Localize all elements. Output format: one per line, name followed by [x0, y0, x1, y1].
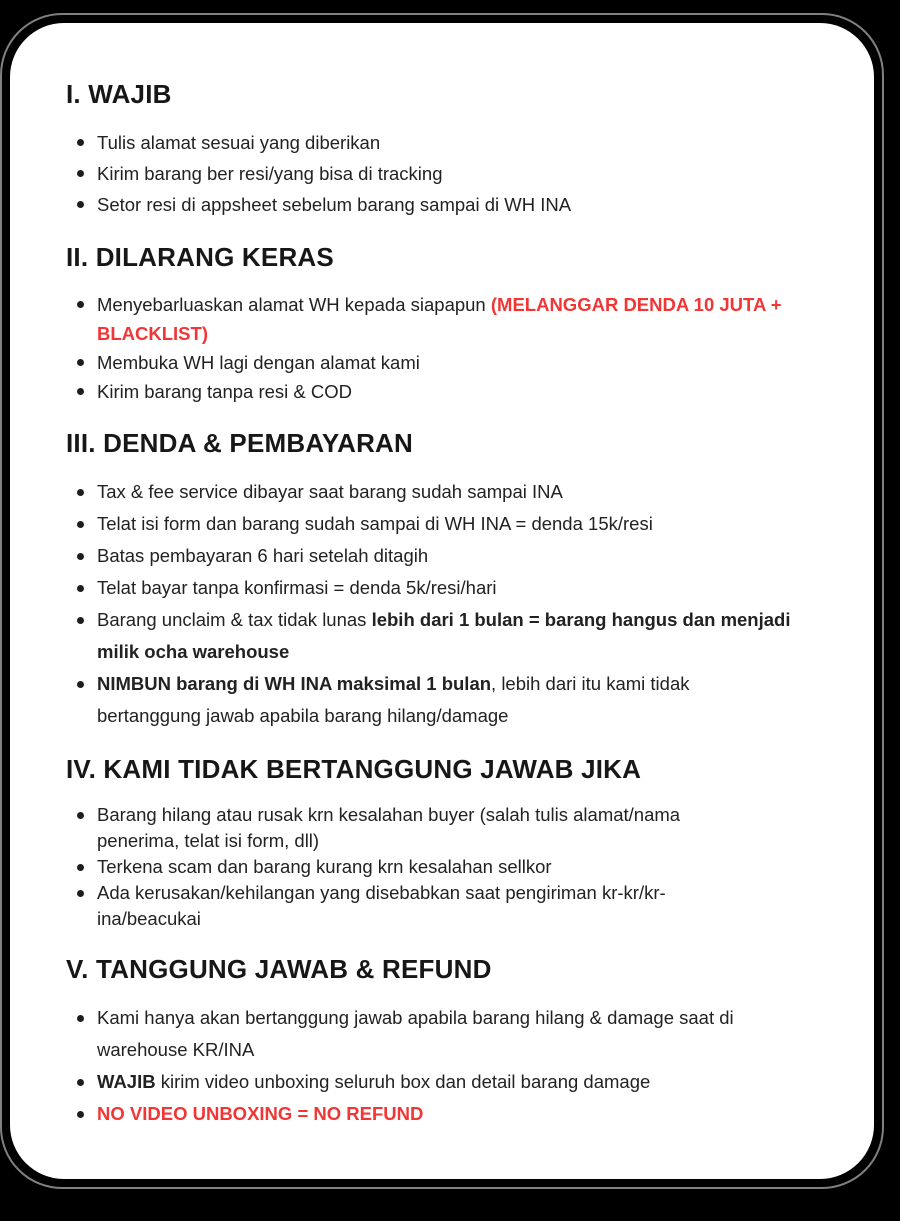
bullet-text: Membuka WH lagi dengan alamat kami [97, 352, 420, 373]
item-line [97, 540, 838, 572]
item-line [97, 319, 838, 348]
item-line [97, 700, 838, 732]
section-tanggung-jawab-refund [66, 952, 838, 1130]
bullet-text: penerima, telat isi form, dll) [97, 830, 320, 851]
item-line [97, 377, 838, 406]
bullet-dot [77, 617, 84, 624]
bullet-list-tidak-bertanggung-jawab [66, 802, 838, 932]
rules-card [10, 23, 874, 1179]
bullet-text: Telat isi form dan barang sudah sampai di WH INA = denda 15k/resi [97, 513, 653, 534]
bullet-text: Tax & fee service dibayar saat barang sudah sampai INA [97, 481, 563, 502]
bullet-list-tanggung-jawab-refund [66, 1002, 838, 1130]
item-line [97, 476, 838, 508]
bullet-dot [77, 1015, 84, 1022]
bullet-dot [77, 812, 84, 819]
section-denda-pembayaran [66, 426, 838, 732]
bullet-text: warehouse KR/INA [97, 1039, 255, 1060]
item-line [97, 127, 838, 158]
bullet-dot [77, 864, 84, 871]
item-line [97, 572, 838, 604]
bullet-text-bold: NIMBUN barang di WH INA maksimal 1 bulan [97, 673, 492, 694]
bullet-text: , lebih dari itu kami tidak [491, 673, 690, 694]
list-item [97, 880, 838, 932]
bullet-text-red: (MELANGGAR DENDA 10 JUTA + [490, 294, 782, 315]
item-line [97, 880, 838, 906]
bullet-text-red: NO VIDEO UNBOXING = NO REFUND [97, 1103, 424, 1124]
list-item [97, 1066, 838, 1098]
list-item [97, 476, 838, 508]
bullet-text: Setor resi di appsheet sebelum barang sampai di WH INA [97, 194, 572, 215]
bullet-text: Kami hanya akan bertanggung jawab apabila barang hilang & damage saat di [97, 1007, 734, 1028]
bullet-text: Ada kerusakan/kehilangan yang disebabkan saat pengiriman kr-kr/kr- [97, 882, 666, 903]
item-line [97, 854, 838, 880]
bullet-text: kirim video unboxing seluruh box dan detail barang damage [155, 1071, 651, 1092]
bullet-text: Kirim barang ber resi/yang bisa di tracking [97, 163, 443, 184]
bullet-text: Kirim barang tanpa resi & COD [97, 381, 352, 402]
bullet-dot [77, 1111, 84, 1118]
item-line [97, 158, 838, 189]
bullet-dot [77, 553, 84, 560]
bullet-dot [77, 521, 84, 528]
item-line [97, 1098, 838, 1130]
bullet-text: Telat bayar tanpa konfirmasi = denda 5k/resi/hari [97, 577, 497, 598]
bullet-text: bertanggung jawab apabila barang hilang/damage [97, 705, 509, 726]
bullet-dot [77, 585, 84, 592]
item-line [97, 828, 838, 854]
list-item [97, 604, 838, 668]
item-line [97, 906, 838, 932]
bullet-dot [77, 201, 84, 208]
list-item [97, 572, 838, 604]
item-line [97, 636, 838, 668]
item-line [97, 1034, 838, 1066]
bullet-dot [77, 1079, 84, 1086]
item-line [97, 348, 838, 377]
section-heading-wajib: I. WAJIB [66, 79, 172, 109]
bullet-text: Terkena scam dan barang kurang krn kesalahan sellkor [97, 856, 552, 877]
item-line [97, 189, 838, 220]
bullet-text: Barang hilang atau rusak krn kesalahan buyer (salah tulis alamat/nama [97, 804, 681, 825]
item-line [97, 604, 838, 636]
section-heading-tanggung-jawab-refund: V. TANGGUNG JAWAB & REFUND [66, 954, 492, 984]
bullet-list-denda-pembayaran [66, 476, 838, 732]
bullet-text-bold: WAJIB [97, 1071, 156, 1092]
item-line [97, 1066, 838, 1098]
list-item [97, 1098, 838, 1130]
bullet-text: Barang unclaim & tax tidak lunas [97, 609, 372, 630]
section-dilarang-keras [66, 240, 838, 406]
list-item [97, 854, 838, 880]
bullet-dot [77, 359, 84, 366]
list-item [97, 802, 838, 854]
bullet-text-bold: milik ocha warehouse [97, 641, 290, 662]
bullet-dot [77, 139, 84, 146]
item-line [97, 668, 838, 700]
list-item [97, 189, 838, 220]
item-line [97, 1002, 838, 1034]
list-item [97, 377, 838, 406]
list-item [97, 158, 838, 189]
bullet-dot [77, 301, 84, 308]
bullet-text: ina/beacukai [97, 908, 201, 929]
item-line [97, 802, 838, 828]
bullet-text: Menyebarluaskan alamat WH kepada siapapun [97, 294, 491, 315]
item-line [97, 508, 838, 540]
bullet-text: Batas pembayaran 6 hari setelah ditagih [97, 545, 429, 566]
bullet-list-wajib [66, 127, 838, 220]
bullet-dot [77, 681, 84, 688]
bullet-dot [77, 489, 84, 496]
section-tidak-bertanggung-jawab [66, 752, 838, 932]
section-heading-dilarang-keras: II. DILARANG KERAS [66, 242, 334, 272]
bullet-dot [77, 890, 84, 897]
list-item [97, 348, 838, 377]
section-heading-tidak-bertanggung-jawab: IV. KAMI TIDAK BERTANGGUNG JAWAB JIKA [66, 754, 642, 784]
list-item [97, 508, 838, 540]
section-heading-denda-pembayaran: III. DENDA & PEMBAYARAN [66, 428, 413, 458]
bullet-text-bold: lebih dari 1 bulan = barang hangus dan menjadi [371, 609, 791, 630]
list-item [97, 127, 838, 158]
bullet-dot [77, 170, 84, 177]
section-wajib [66, 77, 838, 220]
bullet-text: Tulis alamat sesuai yang diberikan [97, 132, 381, 153]
item-line [97, 290, 838, 319]
list-item [97, 668, 838, 732]
bullet-text-red: BLACKLIST) [97, 323, 208, 344]
list-item [97, 540, 838, 572]
list-item [97, 1002, 838, 1066]
bullet-list-dilarang-keras [66, 290, 838, 406]
list-item [97, 290, 838, 348]
bullet-dot [77, 388, 84, 395]
